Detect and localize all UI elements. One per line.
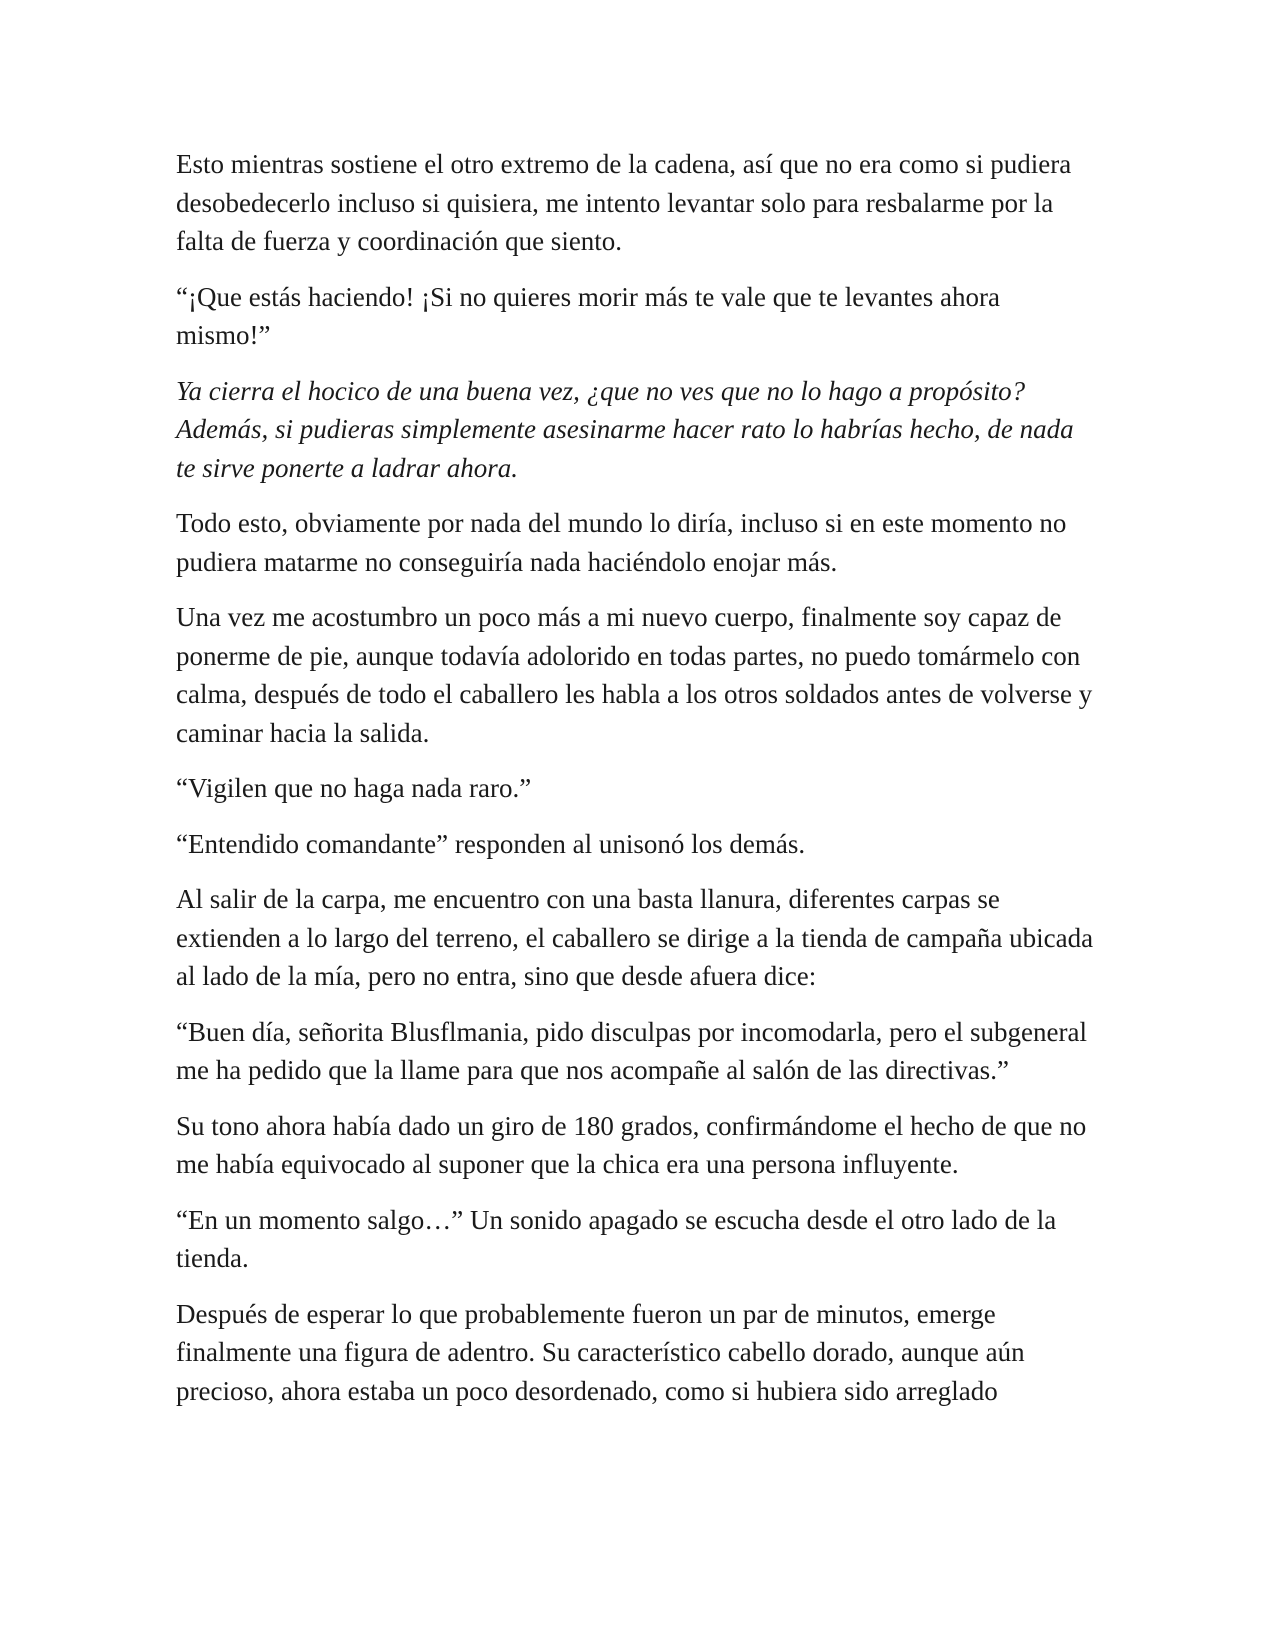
paragraph: “Vigilen que no haga nada raro.” (176, 773, 532, 803)
paragraph: Al salir de la carpa, me encuentro con una basta llanura, diferentes carpas se extienden a lo largo del terreno, el caballero se dirige a la tienda de campaña ubicada al lado de la mía, pero no entra, sino que desde afuera dice: (176, 884, 1094, 991)
paragraph: “¡Que estás haciendo! ¡Si no quieres morir más te vale que te levantes ahora mismo!” (176, 281, 1000, 350)
paragraph-italic: Ya cierra el hocico de una buena vez, ¿que no ves que no lo hago a propósito? Además, si pudieras simplemente asesinarme hacer rato lo habrías hecho, de nada te sirve ponerte a ladrar ahora. (176, 375, 1074, 483)
paragraph: Una vez me acostumbro un poco más a mi nuevo cuerpo, finalmente soy capaz de ponerme de pie, aunque todavía adolorido en todas partes, no puedo tomármelo con calma, después de todo el caballero les habla a los otros soldados antes de volverse y caminar hacia la salida. (176, 602, 1093, 748)
paragraph: “En un momento salgo…” Un sonido apagado se escucha desde el otro lado de la tienda. (176, 1204, 1057, 1273)
paragraph: “Entendido comandante” responden al unisonó los demás. (176, 828, 806, 859)
text-body (176, 145, 1096, 1427)
paragraph: “Buen día, señorita Blusflmania, pido disculpas por incomodarla, pero el subgeneral me ha pedido que la llame para que nos acompañe al salón de las directivas.” (176, 1016, 1087, 1085)
paragraph: Esto mientras sostiene el otro extremo de la cadena, así que no era como si pudiera desobedecerlo incluso si quisiera, me intento levantar solo para resbalarme por la falta de fuerza y coordinación que siento. (176, 149, 1072, 256)
paragraph: Después de esperar lo que probablemente fueron un par de minutos, emerge finalmente una figura de adentro. Su característico cabello dorado, aunque aún precioso, ahora estaba un poco desordenado, como si hubiera sido arreglado (176, 1298, 1025, 1406)
paragraph: Su tono ahora había dado un giro de 180 grados, confirmándome el hecho de que no me había equivocado al suponer que la chica era una persona influyente. (176, 1110, 1087, 1179)
paragraph: Todo esto, obviamente por nada del mundo lo diría, incluso si en este momento no pudiera matarme no conseguiría nada haciéndolo enojar más. (176, 508, 1067, 577)
